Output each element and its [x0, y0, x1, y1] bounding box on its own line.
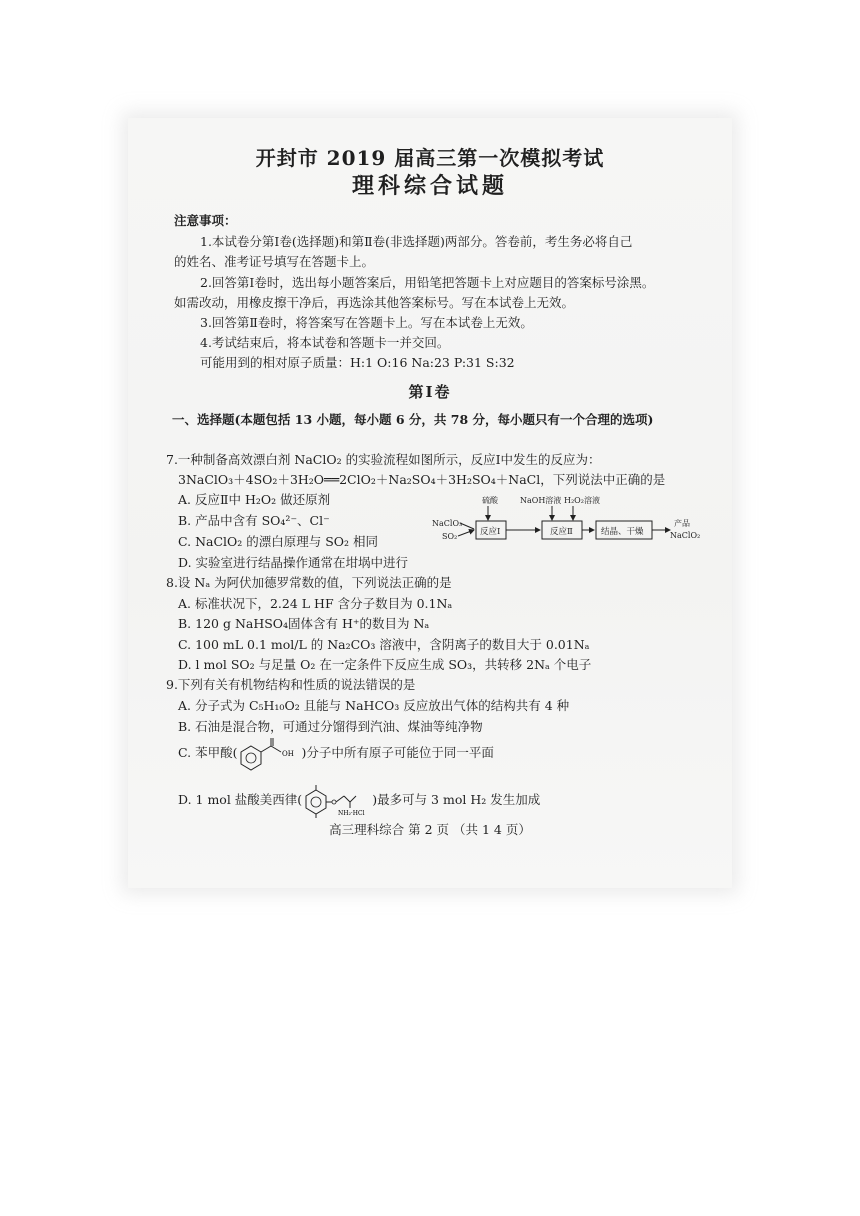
q7-flow-diagram: [430, 493, 710, 553]
note-1-continued: 的姓名、准考证号填写在答题卡上。: [174, 254, 375, 269]
q7-option-b: B. 产品中含有 SO₄²⁻、Cl⁻: [178, 513, 330, 528]
notes-heading: 注意事项：: [174, 213, 237, 228]
benzoic-acid-oh-label: OH: [282, 749, 295, 758]
flow-input-naclo3: NaClO₃: [432, 519, 463, 528]
flow-label-acid: 硫酸: [482, 496, 498, 505]
q7-option-c: C. NaClO₂ 的漂白原理与 SO₂ 相同: [178, 534, 379, 549]
q9-option-d-suffix: )最多可与 3 mol H₂ 发生加成: [372, 792, 541, 807]
q7-option-a: A. 反应Ⅱ中 H₂O₂ 做还原剂: [178, 492, 331, 507]
q9-option-c-suffix: )分子中所有原子可能位于同一平面: [301, 745, 494, 760]
benzoic-acid-structure: [237, 736, 301, 772]
atomic-masses: 可能用到的相对原子质量：H:1 O:16 Na:23 P:31 S:32: [200, 355, 515, 370]
flow-label-h2o2: H₂O₂溶液: [564, 496, 600, 505]
q8-option-b: B. 120 g NaHSO₄固体含有 H⁺的数目为 Nₐ: [178, 616, 430, 631]
note-2-continued: 如需改动，用橡皮擦干净后，再选涂其他答案标号。写在本试卷上无效。: [174, 295, 575, 310]
flow-label-naoh: NaOH溶液: [520, 496, 562, 505]
exam-title-line1: 开封市 2019 届高三第一次模拟考试: [255, 146, 605, 170]
q9-option-d: [178, 782, 540, 818]
q8-option-d: D. l mol SO₂ 与足量 O₂ 在一定条件下反应生成 SO₃，共转移 2Nₐ 个电子: [178, 657, 592, 672]
q9-stem: 9.下列有关有机物结构和性质的说法错误的是: [166, 677, 416, 692]
section-instruction: 一、选择题(本题包括 13 小题，每小题 6 分，共 78 分，每小题只有一个合理的选项): [172, 412, 654, 427]
flow-box-reaction-2-label: 反应Ⅱ: [550, 527, 573, 537]
flow-product-formula: NaClO₂: [670, 531, 701, 540]
flow-input-so2: SO₂: [442, 532, 458, 541]
q8-stem: 8.设 Nₐ 为阿伏加德罗常数的值，下列说法正确的是: [166, 575, 452, 590]
flow-box-crystallize-label: 结晶、干燥: [601, 527, 644, 537]
flow-product-label: 产品: [674, 519, 690, 528]
q9-option-b: B. 石油是混合物，可通过分馏得到汽油、煤油等纯净物: [178, 719, 483, 734]
q7-equation: 3NaClO₃＋4SO₂＋3H₂O══2ClO₂＋Na₂SO₄＋3H₂SO₄＋NaCl，下列说法中正确的是: [178, 472, 666, 487]
q7-stem: 7.一种制备高效漂白剂 NaClO₂ 的实验流程如图所示，反应Ⅰ中发生的反应为：: [166, 452, 601, 467]
note-2: 2.回答第Ⅰ卷时，选出每小题答案后，用铅笔把答题卡上对应题目的答案标号涂黑。: [200, 275, 655, 290]
mexiletine-hcl-structure: [302, 784, 372, 818]
mexiletine-amine-label: NH₂·HCl: [338, 809, 365, 817]
q9-option-a: A. 分子式为 C₅H₁₀O₂ 且能与 NaHCO₃ 反应放出气体的结构共有 4 种: [178, 698, 570, 713]
exam-title-line2: 理科综合试题: [351, 173, 508, 199]
note-4: 4.考试结束后，将本试卷和答题卡一并交回。: [200, 335, 450, 350]
note-1: 1.本试卷分第Ⅰ卷(选择题)和第Ⅱ卷(非选择题)两部分。答卷前，考生务必将自己: [200, 234, 633, 249]
flow-line-so2: [458, 530, 474, 536]
page-footer: 高三理科综合 第 2 页 （共 1 4 页）: [329, 822, 531, 837]
q8-option-a: A. 标准状况下，2.24 L HF 含分子数目为 0.1Nₐ: [178, 596, 453, 611]
q9-option-c-prefix: C. 苯甲酸(: [178, 745, 238, 760]
q7-option-d: D. 实验室进行结晶操作通常在坩埚中进行: [178, 555, 409, 570]
q9-option-d-prefix: D. 1 mol 盐酸美西律(: [178, 792, 303, 807]
q8-option-c: C. 100 mL 0.1 mol/L 的 Na₂CO₃ 溶液中，含阴离子的数目大于 0.01Nₐ: [178, 637, 590, 652]
flow-box-reaction-1-label: 反应Ⅰ: [480, 527, 501, 537]
note-3: 3.回答第Ⅱ卷时，将答案写在答题卡上。写在本试卷上无效。: [200, 315, 533, 330]
q9-option-c: [178, 735, 494, 772]
section-title: 第Ⅰ卷: [408, 383, 452, 401]
